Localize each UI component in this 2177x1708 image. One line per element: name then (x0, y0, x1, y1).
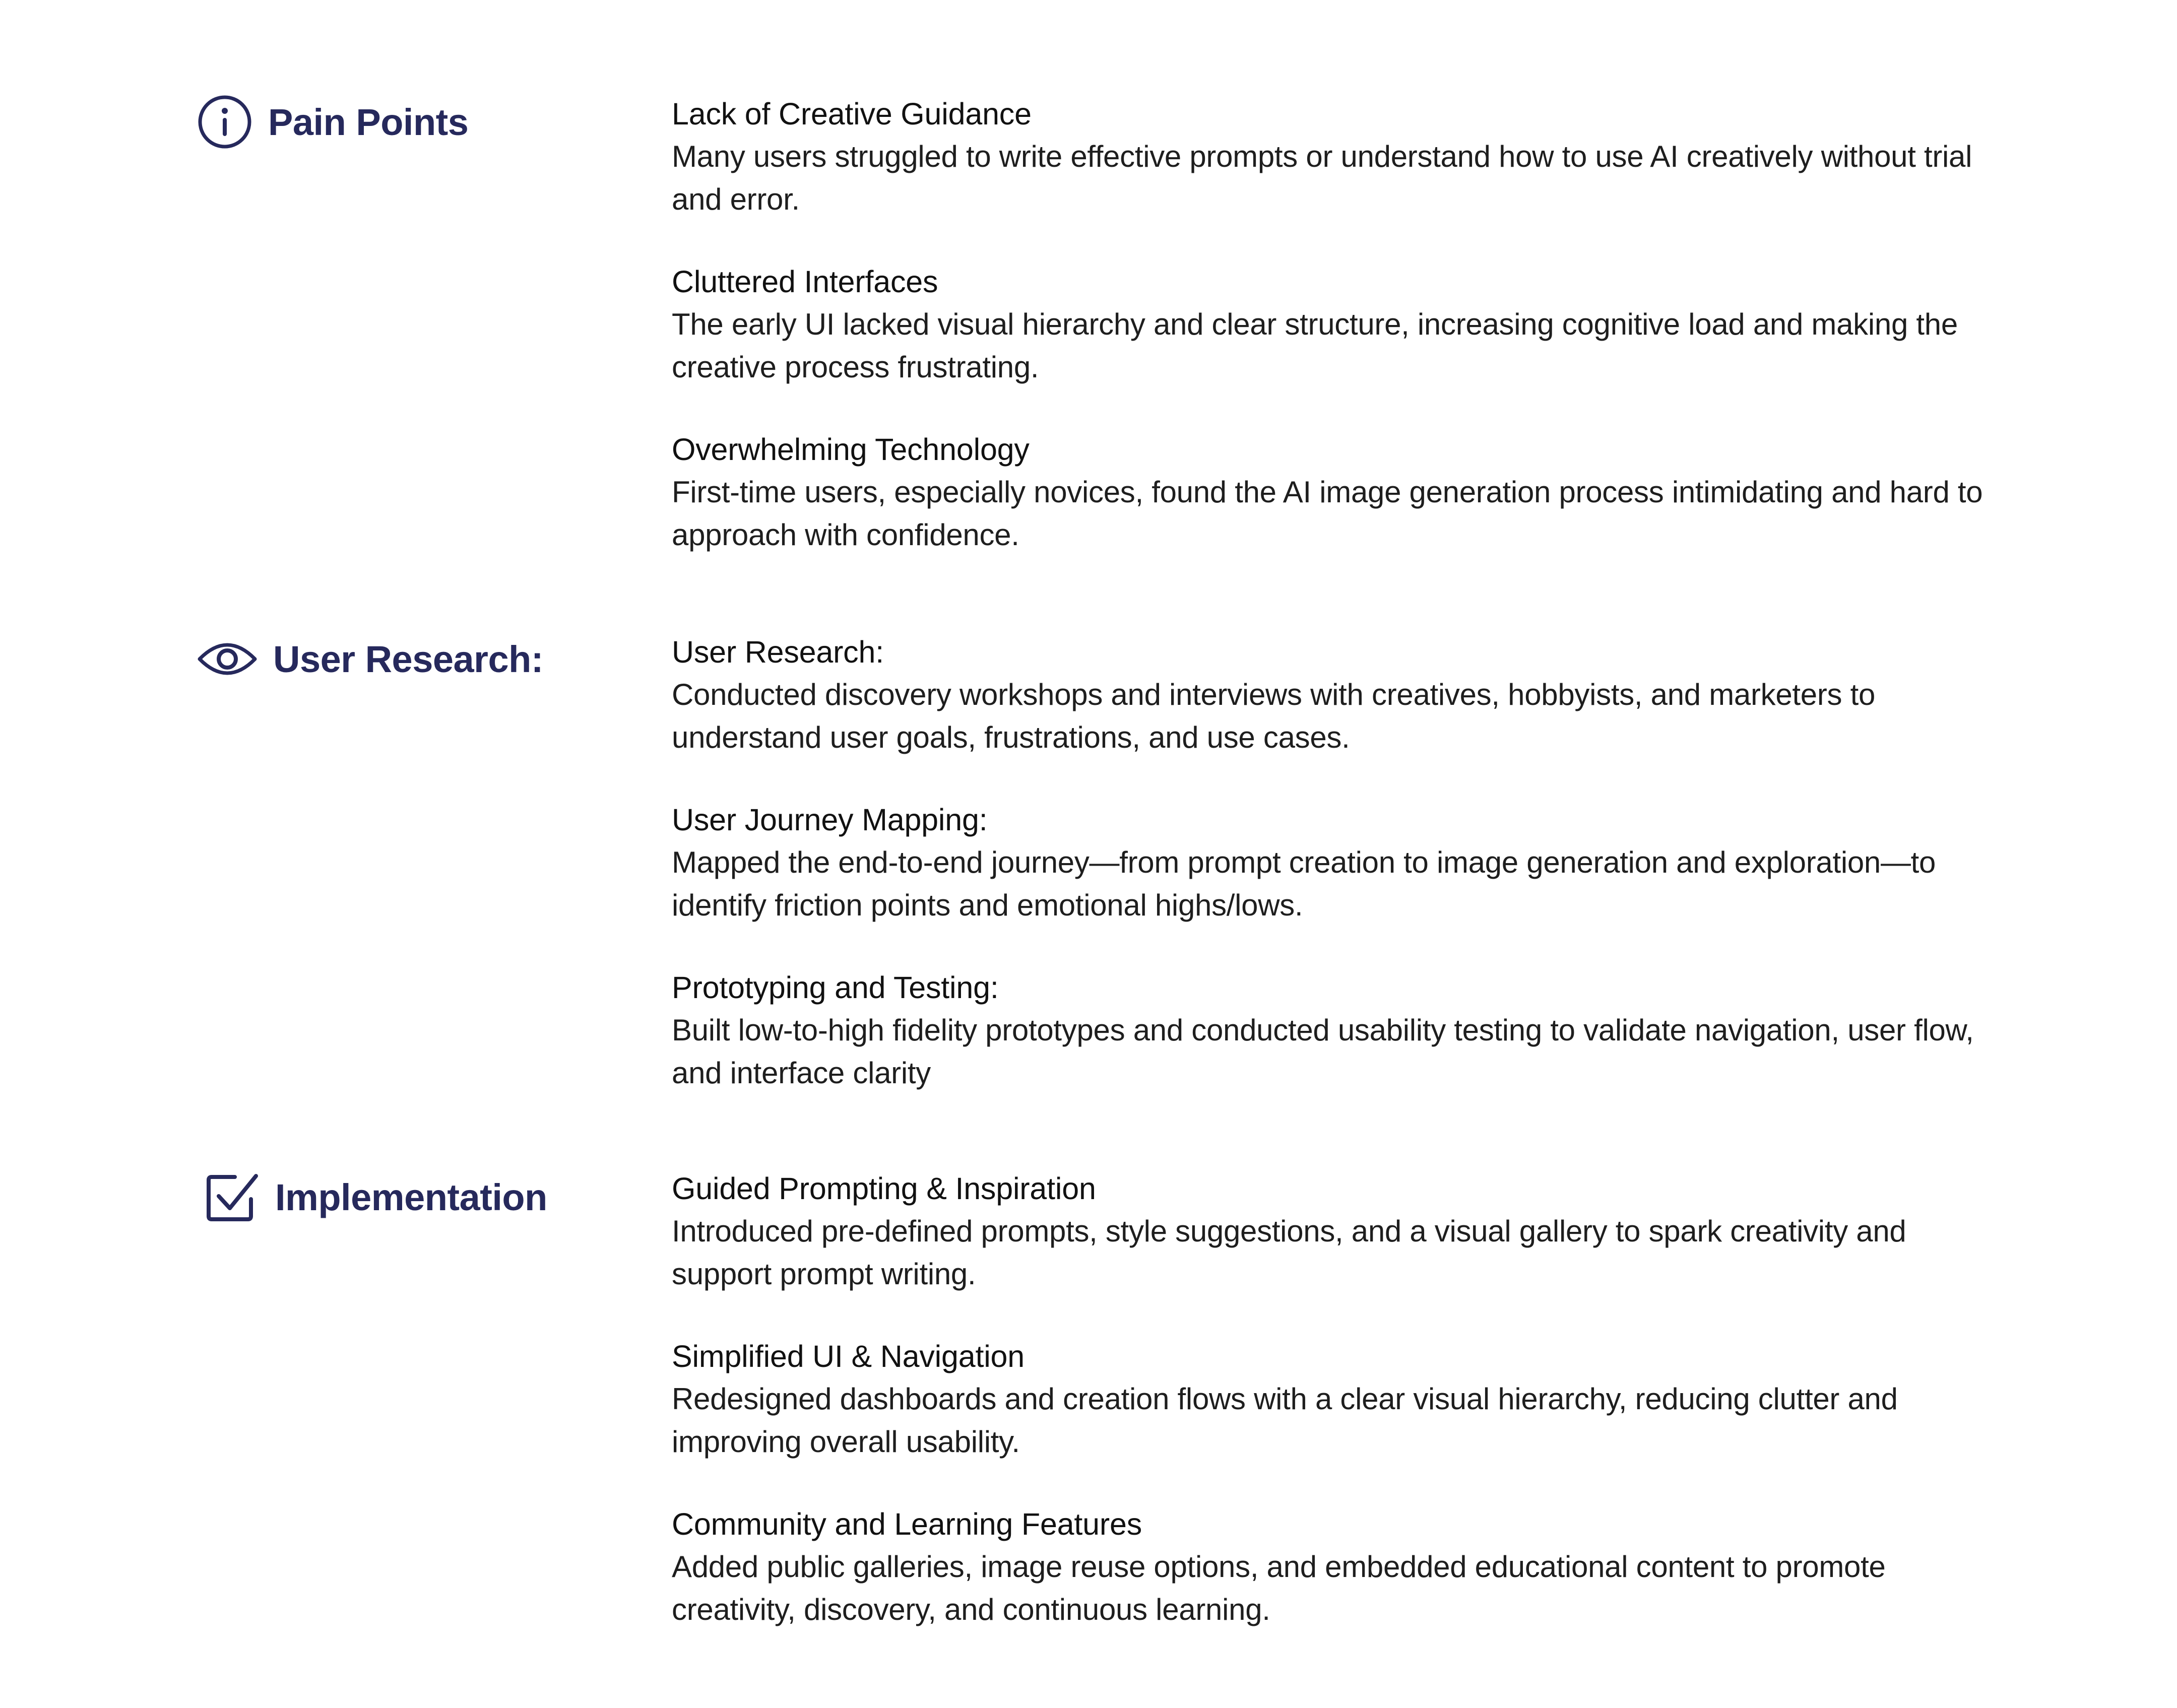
checkbox-icon (204, 1170, 260, 1224)
section-header-pain-points (197, 94, 468, 150)
section-items (672, 631, 2012, 1134)
list-item (672, 93, 2012, 221)
section-title: User Research: (273, 638, 543, 680)
item-description: Conducted discovery workshops and interviews with creatives, hobbyists, and marketers to understand user goals, frustrations, and use cases. (672, 678, 1876, 754)
item-title: Cluttered Interfaces (672, 265, 938, 299)
list-item (672, 1167, 2012, 1295)
item-description: Added public galleries, image reuse options, and embedded educational content to promote creativity, discovery, and continuous learning. (672, 1550, 1886, 1626)
section-items (672, 1167, 2012, 1671)
item-description: Mapped the end-to-end journey—from prompt creation to image generation and exploration—to identify friction points and emotional highs/lows. (672, 845, 1936, 922)
list-item (672, 1503, 2012, 1631)
item-title: Simplified UI & Navigation (672, 1339, 1025, 1373)
section-title: Implementation (275, 1176, 547, 1218)
list-item (672, 631, 2012, 759)
section-items (672, 93, 2012, 596)
info-circle-icon (197, 94, 253, 150)
eye-icon (197, 635, 258, 683)
list-item (672, 799, 2012, 927)
list-item (672, 966, 2012, 1094)
list-item (672, 1335, 2012, 1463)
item-description: First-time users, especially novices, found the AI image generation process intimidating and hard to approach with confidence. (672, 475, 1983, 552)
section-title: Pain Points (268, 101, 469, 143)
item-description: Built low-to-high fidelity prototypes and conducted usability testing to validate navigation, user flow, and interface clarity (672, 1013, 1974, 1090)
list-item (672, 260, 2012, 388)
section-header-user-research (197, 635, 543, 683)
item-title: User Research: (672, 635, 884, 669)
section-header-implementation (197, 1170, 547, 1224)
item-title: Guided Prompting & Inspiration (672, 1171, 1096, 1206)
item-title: Prototyping and Testing: (672, 970, 999, 1005)
item-description: Introduced pre-defined prompts, style suggestions, and a visual gallery to spark creativity and support prompt writing. (672, 1214, 1906, 1291)
item-title: Overwhelming Technology (672, 432, 1030, 467)
list-item (672, 428, 2012, 556)
item-description: The early UI lacked visual hierarchy and clear structure, increasing cognitive load and making the creative process frustrating. (672, 307, 1958, 384)
item-description: Redesigned dashboards and creation flows with a clear visual hierarchy, reducing clutter and improving overall usability. (672, 1382, 1898, 1459)
item-description: Many users struggled to write effective prompts or understand how to use AI creatively without trial and error. (672, 140, 1972, 216)
item-title: Lack of Creative Guidance (672, 97, 1032, 131)
item-title: User Journey Mapping: (672, 803, 988, 837)
item-title: Community and Learning Features (672, 1507, 1142, 1541)
